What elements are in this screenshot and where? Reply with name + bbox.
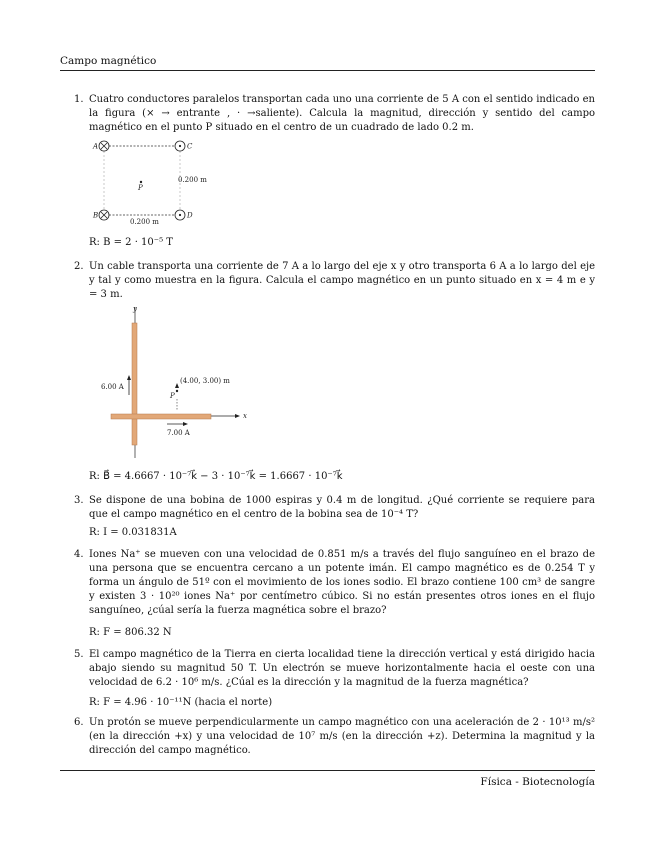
label-b: B [93, 211, 99, 220]
label-c: C [187, 142, 193, 151]
current-x-arrow-icon [183, 422, 188, 426]
point-p-marker [140, 181, 142, 183]
x-axis-arrow-icon [235, 414, 240, 418]
problem-6 [74, 716, 595, 758]
label-p: P [138, 184, 143, 192]
problem-3-text: Se dispone de una bobina de 1000 espiras y 0.4 m de longitud. ¿Qué corriente se requiere para que el campo magnético en el centro de la bobina sea de 10⁻⁴ T? [89, 495, 595, 520]
problem-1-text: Cuatro conductores paralelos transportan cada uno una corriente de 5 A con el sentido indicado en la figura (× → entrante , · →saliente). Calcula la magnitud, dirección y sentido del campo magnético en el punto P situado en el centro de un cuadrado de lado 0.2 m. [89, 94, 595, 133]
problem-5 [74, 648, 595, 690]
page-footer-text: Física - Biotecnología [480, 776, 595, 788]
conductor-b-into-icon [99, 210, 109, 220]
header-divider [60, 70, 595, 71]
conductor-c-out-icon [175, 141, 185, 151]
problem-1 [74, 93, 595, 135]
figure-two-cables [95, 303, 255, 463]
current-y-arrow-icon [127, 375, 131, 380]
label-current-x: 7.00 A [167, 429, 190, 437]
label-side-right: 0.200 m [178, 176, 207, 184]
problem-3-answer: R: I = 0.031831A [89, 527, 177, 538]
label-point-p: P [170, 392, 175, 400]
problem-6-number: 6. [74, 717, 84, 728]
problem-3 [74, 494, 595, 522]
problem-2-text: Un cable transporta una corriente de 7 A a lo largo del eje x y otro transporta 6 A a lo largo del eje y tal y como muestra en la figura. Calcula el campo magnético en un punto situado en x = 4 m e y = 3 m. [89, 261, 595, 300]
problem-2-answer: R: B⃗ = 4.6667 · 10⁻⁷k⃗ − 3 · 10⁻⁷k⃗ = 1.6667 · 10⁻⁷k⃗ [89, 471, 343, 482]
point-arrow-icon [175, 383, 179, 388]
problem-5-number: 5. [74, 649, 84, 660]
problem-4-number: 4. [74, 549, 84, 560]
conductor-a-into-icon [99, 141, 109, 151]
problem-2 [74, 260, 595, 302]
label-current-y: 6.00 A [101, 383, 124, 391]
footer-divider [60, 770, 595, 771]
problem-2-number: 2. [74, 261, 84, 272]
label-a: A [93, 142, 99, 151]
problem-6-text: Un protón se mueve perpendicularmente un campo magnético con una aceleración de 2 · 10¹³ m/s² (en la dirección +x) y una velocidad de 10⁷ m/s (en la dirección +z). Determina la magnitud y la dirección del campo magnético. [89, 717, 595, 756]
conductor-d-out-icon [175, 210, 185, 220]
point-p-marker-2 [176, 390, 178, 392]
page-header-title: Campo magnético [60, 55, 157, 67]
label-d: D [187, 211, 193, 220]
problem-4-answer: R: F = 806.32 N [89, 627, 172, 638]
problem-4 [74, 548, 595, 618]
problem-1-answer: R: B = 2 · 10⁻⁵ T [89, 237, 173, 248]
problem-4-text: Iones Na⁺ se mueven con una velocidad de 0.851 m/s a través del flujo sanguíneo en el brazo de una persona que se encuentra cercano a un potente imán. El campo magnético es de 0.254 T y forma un ángulo de 51º con el movimiento de los iones sodio. El brazo contiene 100 cm³ de sangre y existen 3 · 10²⁰ iones Na⁺ por centímetro cúbico. Si no están presentes otros iones en el flujo sanguíneo, ¿cúal sería la fuerza magnética sobre el brazo? [89, 549, 595, 616]
label-axis-y: y [133, 305, 137, 313]
problem-1-number: 1. [74, 94, 84, 105]
problem-3-number: 3. [74, 495, 84, 506]
label-side-bottom: 0.200 m [130, 218, 159, 226]
figure-four-conductors [88, 138, 228, 230]
label-point-coords: (4.00, 3.00) m [180, 377, 230, 385]
cable-y-axis [132, 323, 137, 445]
problem-5-answer: R: F = 4.96 · 10⁻¹¹N (hacia el norte) [89, 697, 273, 708]
cable-x-axis [111, 414, 211, 419]
problem-5-text: El campo magnético de la Tierra en cierta localidad tiene la dirección vertical y está dirigido hacia abajo siendo su magnitud 50 T. Un electrón se mueve horizontalmente hacia el oeste con una velocidad de 6.2 · 10⁶ m/s. ¿Cúal es la dirección y la magnitud de la fuerza magnética? [89, 649, 595, 688]
label-axis-x: x [243, 412, 247, 420]
